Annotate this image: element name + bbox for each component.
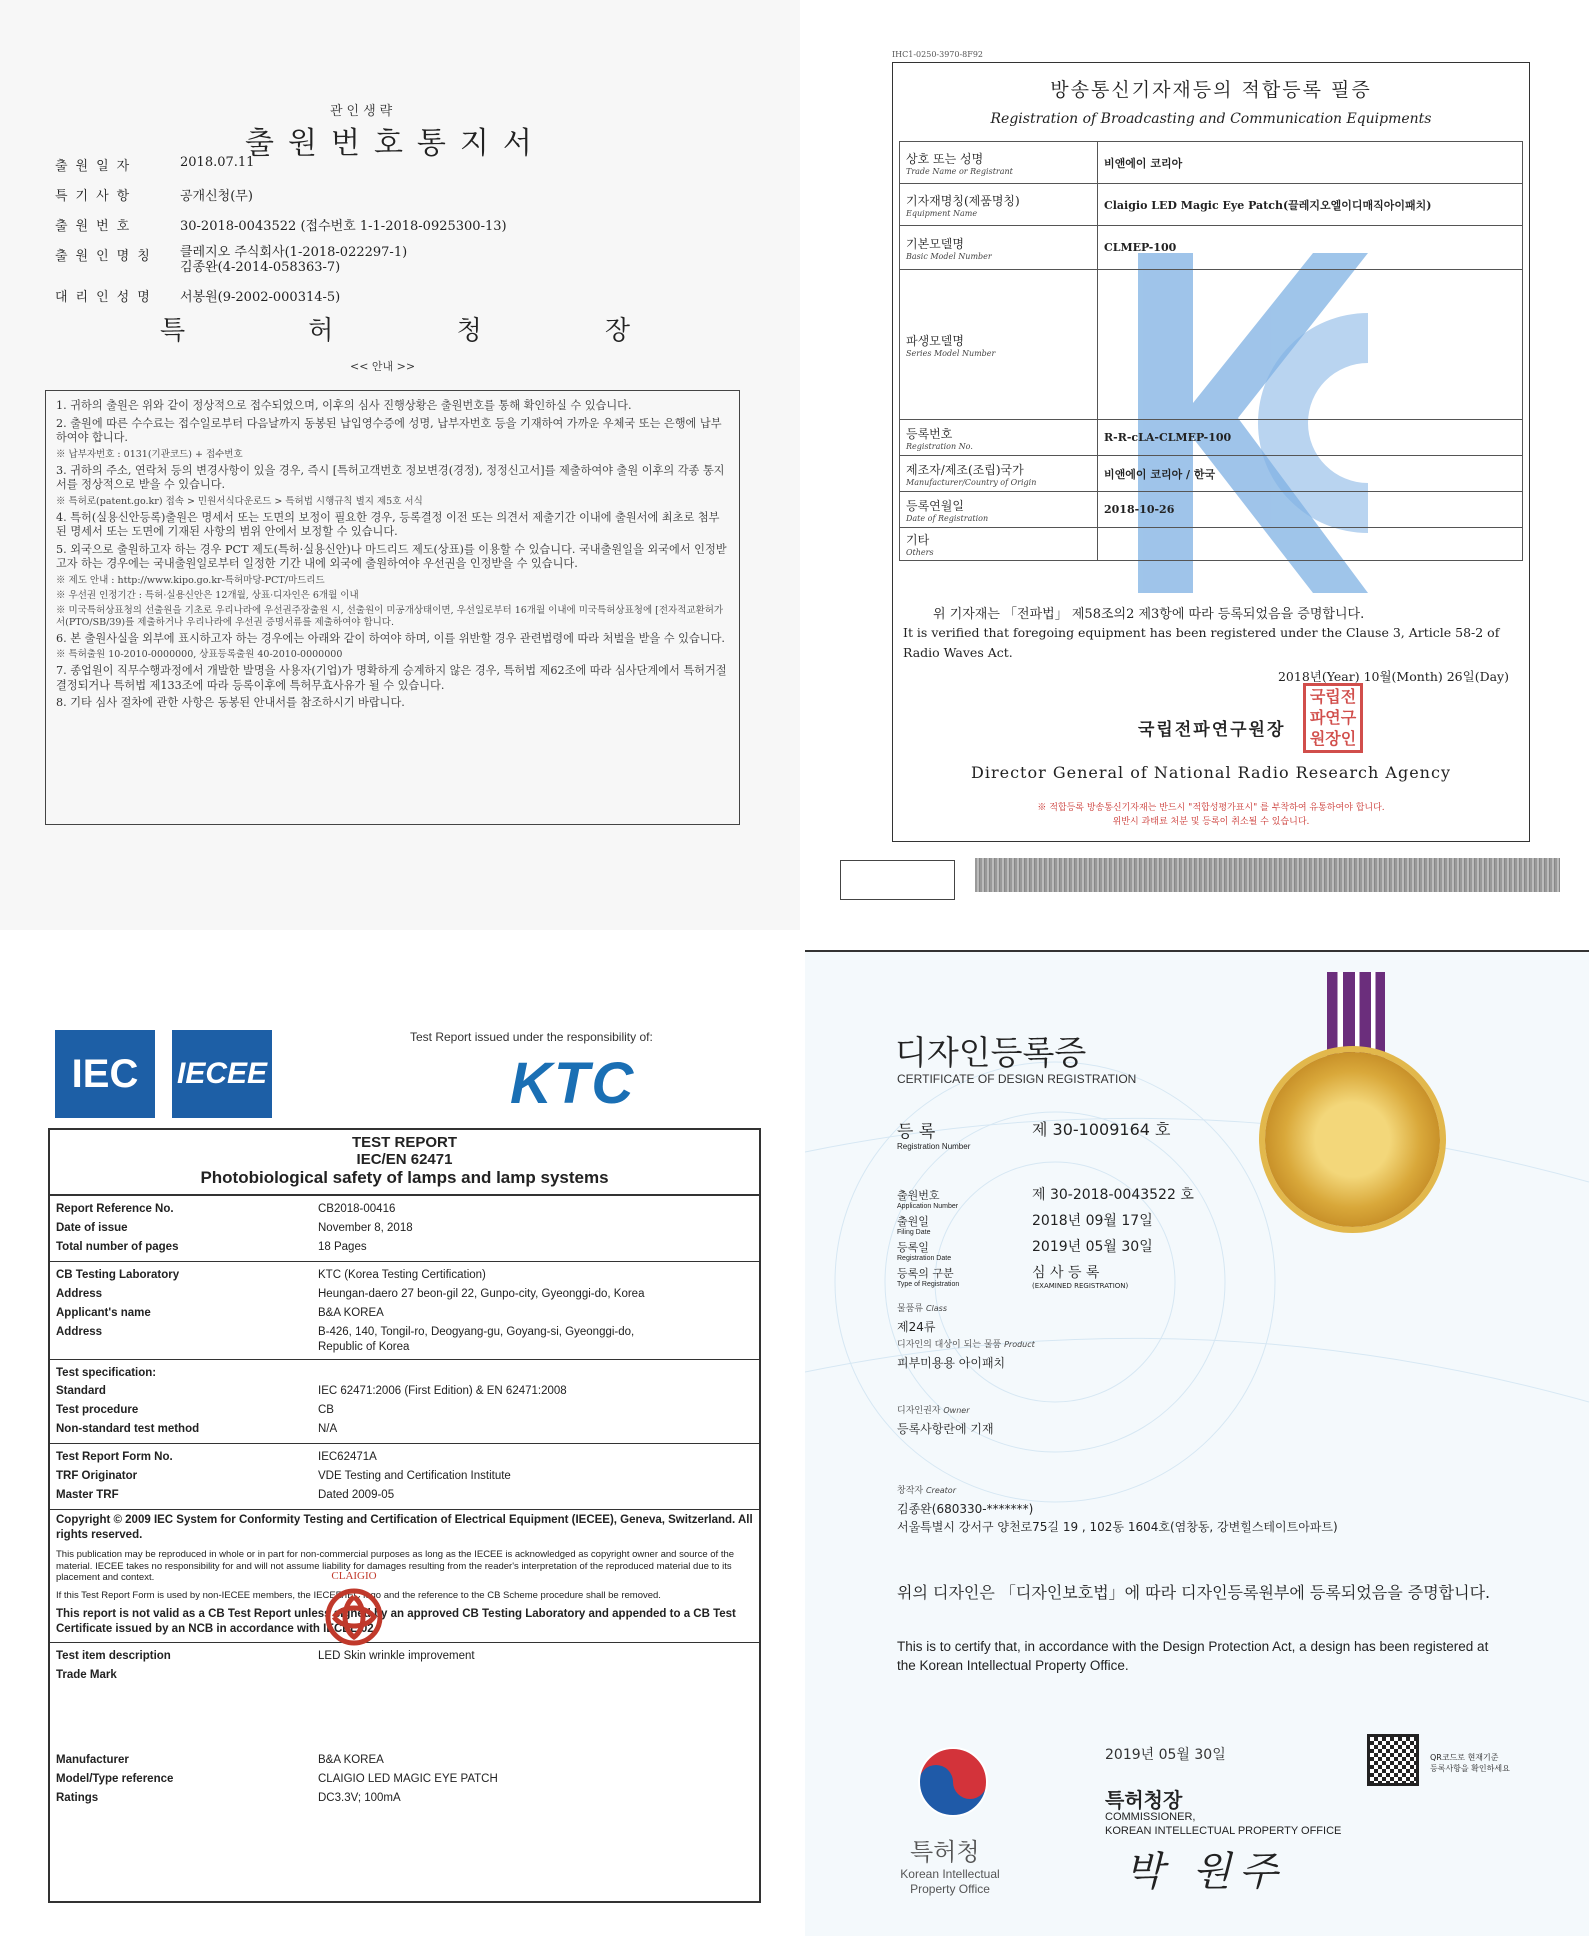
test-report-box — [48, 1128, 761, 1903]
field-value: 공개신청(무) — [180, 189, 253, 204]
guide-item: 1. 귀하의 출원은 위와 같이 정상적으로 접수되었으며, 이후의 심사 진행상황은 출원번호를 통해 확인하실 수 있습니다. — [56, 399, 632, 412]
field-label: 출원번호 — [55, 219, 138, 234]
agency-name-ko: 국립전파연구원장 — [1138, 720, 1286, 740]
report-row — [56, 1647, 753, 1666]
product-value: 피부미용용 아이패치 — [897, 1356, 1006, 1370]
row-label: 등록연월일 Date of Registration — [900, 492, 1098, 528]
table-row — [900, 420, 1523, 456]
report-row — [56, 1751, 753, 1770]
test-item-section — [50, 1643, 759, 1812]
row-value: November 8, 2018 — [318, 1222, 413, 1234]
report-row — [56, 1323, 753, 1355]
row-key: Test item description — [56, 1650, 171, 1662]
row-value: R-R-cLA-CLMEP-100 — [1098, 420, 1523, 456]
patent-office-name — [160, 310, 630, 347]
row-value: VDE Testing and Certification Institute — [318, 1470, 511, 1482]
table-row — [900, 492, 1523, 528]
report-row — [56, 1266, 753, 1285]
guide-item: 7. 종업원이 직무수행과정에서 개발한 발명을 사용자(기업)가 명확하게 승계하지 않은 경우, 특허법 제62조에 따라 심사단계에서 특허거절결정되거나 특허법 제133조에 따라 등록이후에 특허무효사유가 될 수 있습니다. — [56, 664, 727, 692]
field-label: 대리인성명 — [55, 290, 158, 305]
verification-text-en: It is verified that foregoing equipment has been registered under the Clause 3, Article 58-2 of Radio Waves Act. — [903, 625, 1500, 660]
field-value: 2019년 05월 30일 — [1032, 1239, 1153, 1255]
row-value: KTC (Korea Testing Certification) — [318, 1269, 486, 1281]
guide-subnote: ※ 납부자번호 : 0131(기관코드) + 접수번호 — [56, 448, 243, 460]
row-key: Total number of pages — [56, 1241, 179, 1253]
product-label: 디자인의 대상이 되는 물품 Product — [897, 1340, 1035, 1350]
field-registration-date — [897, 1236, 1397, 1262]
row-value: 비앤에이 코리아 / 한국 — [1098, 456, 1523, 492]
field-filing-date — [897, 1210, 1397, 1236]
office-char: 장 — [604, 316, 630, 346]
claigio-wordmark: CLAIGIO — [331, 1570, 377, 1582]
guide-subnote: ※ 미국특허상표청의 선출원을 기초로 우리나라에 우선권주장출원 시, 선출원이 미공개상태이면, 우선일로부터 16개월 이내에 미국특허상표청에 [전자적교환허가서(PTO/SB/39)를 제출하거나 우리나라에 우선권 증명서류를 제출하여야 합니다. — [56, 604, 724, 628]
class-value: 제24류 — [897, 1320, 936, 1334]
guide-subnote: ※ 제도 안내 : http://www.kipo.go.kr-특허마당-PCT/마드리드 — [56, 574, 325, 586]
field-label: 출원일 — [897, 1215, 929, 1228]
owner-value: 등록사항란에 기재 — [897, 1422, 994, 1436]
row-key: Address — [56, 1326, 103, 1338]
report-section — [50, 1360, 759, 1444]
section-title: Test specification: — [56, 1367, 157, 1379]
guide-item: 8. 기타 심사 절차에 관한 사항은 동봉된 안내서를 참조하시기 바랍니다. — [56, 696, 405, 709]
report-row — [56, 1401, 753, 1420]
row-key: Ratings — [56, 1792, 99, 1804]
registration-fields — [897, 1184, 1397, 1288]
kc-title-en: Registration of Broadcasting and Communication Equipments — [990, 111, 1432, 127]
creator-value: 김종완(680330-*******) — [897, 1502, 1034, 1516]
patent-notice-document — [0, 0, 800, 930]
row-value: B&A KOREA — [318, 1754, 384, 1766]
warning-note: ※ 적합등록 방송통신기자재는 반드시 "적합성평가표시" 를 부착하여 유통하여야 합니다. 위반시 과태료 처분 및 등록이 취소될 수 있습니다. — [1037, 803, 1385, 827]
registration-label: 등 록 — [897, 1122, 936, 1142]
row-label: 제조자/제조(조립)국가 Manufacturer/Country of Origin — [900, 456, 1098, 492]
report-header — [50, 1130, 759, 1196]
field-label-en: Application Number — [897, 1203, 959, 1210]
design-registration-document — [805, 950, 1589, 1936]
row-key: Date of issue — [56, 1222, 128, 1234]
row-value: IEC62471A — [318, 1451, 377, 1463]
report-row — [56, 1219, 753, 1238]
row-value: CB2018-00416 — [318, 1203, 396, 1215]
guide-item: 5. 외국으로 출원하고자 하는 경우 PCT 제도(특허·실용신안)나 마드리드 제도(상표)를 이용할 수 있습니다. 국내출원일을 외국에서 인정받고자 하는 경우에는 국내출원일로부터 일정한 기간 내에 외국에 출원하여야 우선권을 인정받을 수 있습니다. — [56, 542, 727, 570]
row-value: LED Skin wrinkle improvement — [318, 1650, 475, 1662]
row-key: CB Testing Laboratory — [56, 1269, 180, 1281]
row-label: 기자재명칭(제품명칭) Equipment Name — [900, 184, 1098, 226]
certification-text-ko: 위의 디자인은 「디자인보호법」에 따라 디자인등록원부에 등록되었음을 증명합니다. — [897, 1583, 1491, 1602]
row-key: Address — [56, 1288, 103, 1300]
row-value: CLAIGIO LED MAGIC EYE PATCH — [318, 1773, 498, 1785]
creator-label: 창작자 Creator — [897, 1486, 956, 1496]
iec-logo: IEC — [55, 1030, 155, 1118]
guide-item: 4. 특허(실용신안등록)출원은 명세서 또는 도면의 보정이 필요한 경우, 등록결정 이전 또는 의견서 제출기간 이내에 출원서에 최초로 첨부된 명세서 또는 도면에 기재된 사항의 범위 안에서 보정할 수 있습니다. — [56, 510, 720, 538]
qr-code-icon[interactable] — [1367, 1734, 1419, 1786]
agency-name-en: Director General of National Radio Research Agency — [971, 763, 1451, 782]
creator-address: 서울특별시 강서구 양천로75길 19 , 102동 1604호(염창동, 강변힐스테이트아파트) — [897, 1520, 1338, 1534]
row-value: 2018-10-26 — [1098, 492, 1523, 528]
certificate-date: 2018년(Year) 10월(Month) 26일(Day) — [1277, 669, 1509, 684]
row-label: 파생모델명 Series Model Number — [900, 270, 1098, 420]
field-label: 등록의 구분 — [897, 1267, 954, 1280]
field-label: 등록일 — [897, 1241, 929, 1254]
row-key: Model/Type reference — [56, 1773, 174, 1785]
field-value: 제 30-2018-0043522 호 — [1032, 1187, 1194, 1203]
row-value: 비앤에이 코리아 — [1098, 142, 1523, 184]
field-special-notes — [55, 185, 755, 204]
report-row — [56, 1200, 753, 1219]
row-value: DC3.3V; 100mA — [318, 1792, 401, 1804]
row-label: 등록번호 Registration No. — [900, 420, 1098, 456]
row-value: B-426, 140, Tongil-ro, Deogyang-gu, Goyang-si, Gyeonggi-do, Republic of Korea — [318, 1326, 635, 1353]
row-key: Master TRF — [56, 1489, 119, 1501]
row-value: N/A — [318, 1423, 338, 1435]
class-block — [897, 1300, 1035, 1372]
reproduction-note: This publication may be reproduced in whole or in part for non-commercial purposes as long as the IECEE is acknowledged as copyright owner and source of the material. IECEE takes no responsibility for and will not assume liability for damages resulting from the reader's interpretation of the reproduced material due to its placement and context. — [56, 1549, 735, 1583]
claigio-trademark-logo — [318, 1565, 390, 1655]
report-section — [50, 1196, 759, 1262]
field-value: 2018.07.11 — [180, 155, 255, 170]
field-label: 출원번호 — [897, 1189, 940, 1202]
owner-block — [897, 1402, 994, 1438]
office-char: 허 — [308, 316, 334, 346]
office-char: 특 — [160, 316, 186, 346]
guide-subnote: ※ 특허로(patent.go.kr) 접속 > 민원서식다운로드 > 특허법 시행규칙 별지 제5호 서식 — [56, 495, 423, 507]
report-subject: Photobiological safety of lamps and lamp systems — [200, 1168, 609, 1187]
row-key: Applicant's name — [56, 1307, 151, 1319]
row-value — [318, 1666, 753, 1751]
report-row — [56, 1486, 753, 1505]
commissioner-title-ko: 특허청장 — [1105, 1788, 1183, 1812]
patent-notice-subtitle: 관인생략 — [330, 104, 397, 119]
commissioner-signature: 박 원주 — [1125, 1849, 1286, 1895]
creator-block — [897, 1482, 1338, 1536]
row-label: 상호 또는 성명 Trade Name or Registrant — [900, 142, 1098, 184]
registration-value: 제 30-1009164 호 — [1032, 1120, 1171, 1139]
patent-notice-title: 출원번호통지서 — [245, 126, 546, 161]
kipo-name-en: Korean Intellectual Property Office — [900, 1867, 1000, 1896]
kc-details-table — [899, 141, 1523, 561]
report-row — [56, 1420, 753, 1439]
certification-text-en: This is to certify that, in accordance with the Design Protection Act, a design has been registered at the Korean Intellectual Property Office. — [897, 1639, 1489, 1673]
guide-subnote: ※ 특허출원 10-2010-0000000, 상표등록출원 40-2010-0000000 — [56, 649, 343, 660]
non-member-note: If this Test Report Form is used by non-IECEE members, the IECEE/IEC logo and the reference to the CB Scheme procedure shall be removed. — [56, 1589, 661, 1601]
commissioner-title-en: COMMISSIONER, KOREAN INTELLECTUAL PROPERTY OFFICE — [1105, 1811, 1342, 1837]
issue-date: 2019년 05월 30일 — [1105, 1747, 1226, 1763]
field-value: 서봉원(9-2002-000314-5) — [180, 290, 341, 305]
row-key: Non-standard test method — [56, 1423, 200, 1435]
field-filing-date — [55, 155, 755, 174]
ktc-logo: KTC — [510, 1051, 636, 1116]
report-section — [50, 1444, 759, 1510]
row-value: 18 Pages — [318, 1241, 367, 1253]
report-standard: IEC/EN 62471 — [356, 1151, 453, 1168]
verification-text-ko: 위 기자재는 「전파법」 제58조의2 제3항에 따라 등록되었음을 증명합니다. — [933, 607, 1365, 622]
report-row — [56, 1666, 753, 1751]
owner-label: 디자인권자 Owner — [897, 1406, 970, 1416]
row-value: IEC 62471:2006 (First Edition) & EN 62471:2008 — [318, 1385, 567, 1397]
row-value: Dated 2009-05 — [318, 1489, 395, 1501]
test-report-document — [0, 950, 800, 1936]
kc-certificate-frame — [892, 62, 1530, 842]
row-key: Standard — [56, 1385, 106, 1397]
row-value: B&A KOREA — [318, 1307, 384, 1319]
field-value: 30-2018-0043522 (접수번호 1-1-2018-0925300-13) — [180, 219, 507, 234]
field-label: 특기사항 — [55, 189, 138, 204]
certificate-code: IHC1-0250-3970-8F92 — [892, 50, 983, 59]
field-application-number — [55, 215, 755, 234]
row-value — [1098, 270, 1523, 420]
report-row — [56, 1382, 753, 1401]
field-label-en: Registration Date — [897, 1255, 952, 1262]
row-key: Report Reference No. — [56, 1203, 174, 1215]
validity-note: This report is not valid as a CB Test Report unless signed by an approved CB Testing Laboratory and appended to a CB Test Certificate issued by an NCB in accordance with IECEE 02. — [50, 1604, 759, 1643]
row-key: TRF Originator — [56, 1470, 138, 1482]
report-section — [50, 1262, 759, 1360]
blank-box — [840, 860, 955, 900]
field-value: 심 사 등 록 (EXAMINED REGISTRATION) — [1032, 1265, 1129, 1290]
field-registration-type — [897, 1262, 1397, 1288]
patent-notice-fields — [55, 155, 755, 316]
office-char: 청 — [456, 316, 482, 346]
report-row — [56, 1789, 753, 1808]
row-value: Claigio LED Magic Eye Patch(끌레지오엘이디매직아이패치) — [1098, 184, 1523, 226]
certificate-title-en: CERTIFICATE OF DESIGN REGISTRATION — [897, 1072, 1137, 1086]
report-row — [56, 1448, 753, 1467]
row-value: Heungan-daero 27 beon-gil 22, Gunpo-city, Gyeonggi-do, Korea — [318, 1288, 645, 1300]
copyright-text: Copyright © 2009 IEC System for Conformity Testing and Certification of Electrical Equipment (IECEE), Geneva, Switzerland. All rights reserved. — [56, 1514, 753, 1541]
kc-certificate-document — [800, 0, 1589, 950]
table-row — [900, 456, 1523, 492]
kipo-name-ko: 특허청 — [910, 1838, 980, 1866]
field-value: 2018년 09월 17일 — [1032, 1213, 1153, 1229]
row-key: Test Report Form No. — [56, 1451, 173, 1463]
report-row — [56, 1467, 753, 1486]
table-row — [900, 142, 1523, 184]
row-key: Trade Mark — [56, 1669, 117, 1681]
field-label: 출원일자 — [55, 159, 138, 174]
field-value: 클레지오 주식회사(1-2018-022297-1) 김종완(4-2014-058363-7) — [180, 245, 408, 275]
report-row — [56, 1285, 753, 1304]
certificate-title: 디자인등록증 — [895, 1033, 1087, 1072]
row-key: Manufacturer — [56, 1754, 129, 1766]
row-value: CB — [318, 1404, 334, 1416]
guide-item: 2. 출원에 따른 수수료는 접수일로부터 다음날까지 동봉된 납입영수증에 성명, 납부자번호 등을 기재하여 가까운 우체국 또는 은행에 납부하여야 합니다. — [56, 416, 722, 444]
kipo-taegeuk-emblem-icon — [913, 1742, 993, 1822]
row-value — [1098, 528, 1523, 561]
field-label-en: Type of Registration — [897, 1281, 960, 1288]
guide-item: 6. 본 출원사실을 외부에 표시하고자 하는 경우에는 아래와 같이 하여야 하며, 이를 위반할 경우 관련법령에 따라 처벌을 받을 수 있습니다. — [56, 631, 725, 645]
class-label: 물품류 Class — [897, 1304, 948, 1314]
responsibility-note: Test Report issued under the responsibility of: — [410, 1030, 653, 1044]
guide-item: 3. 귀하의 주소, 연락처 등의 변경사항이 있을 경우, 즉시 [특허고객번호 정보변경(경정), 정정신고서]를 제출하여야 출원 이후의 각종 통지서를 정상적으로 받을 수 있습니다. — [56, 463, 725, 491]
field-label-en: Filing Date — [897, 1229, 931, 1236]
report-row — [56, 1238, 753, 1257]
red-official-seal: 국립전파연구원장인 — [1303, 683, 1363, 753]
registration-label-en: Registration Number — [897, 1142, 971, 1151]
field-applicant — [55, 245, 755, 275]
guide-box — [45, 390, 740, 825]
registration-number — [897, 1117, 1171, 1151]
qr-note: QR코드로 현재기준 등록사항을 확인하세요 — [1430, 1753, 1510, 1773]
kc-title: 방송통신기자재등의 적합등록 필증 — [1050, 79, 1372, 101]
report-row — [56, 1770, 753, 1789]
field-application-number — [897, 1184, 1397, 1210]
field-agent — [55, 286, 755, 305]
field-label: 출원인명칭 — [55, 249, 158, 264]
report-row — [56, 1304, 753, 1323]
grey-pattern-bar — [975, 858, 1560, 892]
guide-heading: << 안내 >> — [350, 360, 416, 373]
row-key: Test procedure — [56, 1404, 139, 1416]
report-title: TEST REPORT — [351, 1134, 457, 1151]
guide-subnote: ※ 우선권 인정기간 : 특허·실용신안은 12개월, 상표·디자인은 6개월 이내 — [56, 589, 359, 601]
table-row — [900, 184, 1523, 226]
row-value: CLMEP-100 — [1098, 226, 1523, 270]
table-row — [900, 528, 1523, 561]
table-row — [900, 270, 1523, 420]
iecee-logo: IECEE — [172, 1030, 272, 1118]
row-label: 기본모델명 Basic Model Number — [900, 226, 1098, 270]
row-label: 기타 Others — [900, 528, 1098, 561]
table-row — [900, 226, 1523, 270]
